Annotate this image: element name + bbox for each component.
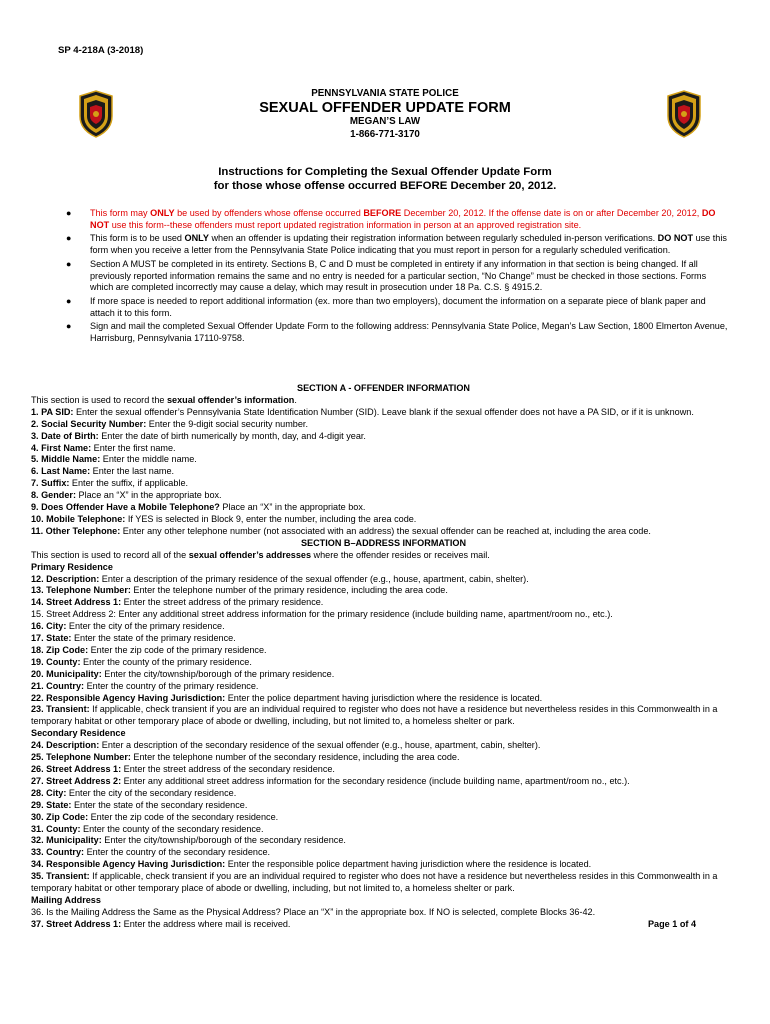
list-item <box>31 835 736 847</box>
item-text: Enter the city/township/borough of the primary residence. <box>101 668 335 679</box>
item-label: 5. Middle Name: <box>31 454 101 465</box>
list-item: ● If more space is needed to report additional information (ex. more than two employers), document the information on a separate piece of blank paper and attach it to this form. <box>66 295 706 318</box>
list-item <box>31 657 736 669</box>
item-label: 19. County: <box>31 656 81 667</box>
item-label: 11. Other Telephone: <box>31 525 121 536</box>
list-item <box>31 824 736 836</box>
instructions-title-line1: Instructions for Completing the Sexual Offender Update Form <box>218 166 552 178</box>
item-text: Enter the city of the secondary residence. <box>66 787 237 798</box>
list-item <box>31 669 736 681</box>
item-text: If applicable, check transient if you are an individual required to register who does not have a residence but nevertheless resides in this Commonwealth in a temporary habitat or other temporary place of abode or dwelling, including, but not limited to, a homeless shelter or park. <box>31 704 718 727</box>
item-label: 3. Date of Birth: <box>31 430 99 441</box>
item-text: Enter the first name. <box>91 442 176 453</box>
list-item <box>31 859 736 871</box>
item-label: 33. Country: <box>31 847 85 858</box>
law-name: MEGAN’S LAW <box>349 116 421 127</box>
item-text: Enter the county of the primary residence. <box>80 656 252 667</box>
item-text: If YES is selected in Block 9, enter the number, including the area code. <box>125 513 417 524</box>
item-label: 9. Does Offender Have a Mobile Telephone? <box>31 502 220 513</box>
item-label: 23. Transient: <box>31 704 90 715</box>
item-label: 20. Municipality: <box>31 668 102 679</box>
mailing-address-items <box>31 907 736 931</box>
list-item <box>31 681 736 693</box>
secondary-residence-items <box>31 740 736 895</box>
list-item <box>31 740 736 752</box>
list-item: ● Section A MUST be completed in its entirety. Sections B, C and D must be completed in entirety if any information in that section is being changed. If all previously reported information remains the same and no entry is needed for a particular section, “No Change” must be checked in those sections. Forms which are completed incorrectly may cause a delay, which may result in prosecution under 18 Pa. C.S. § 4915.2. <box>66 258 707 293</box>
list-item <box>31 502 736 514</box>
bullet-text: This form may <box>90 208 151 218</box>
item-text: Enter the police department having jurisdiction where the residence is located. <box>225 692 543 703</box>
list-item <box>31 752 736 764</box>
list-item <box>31 621 736 633</box>
item-label: 26. Street Address 1: <box>31 764 122 774</box>
page-number: Page 1 of 4 <box>647 918 696 929</box>
bullet-text: use this form--these offenders must report updated registration information in person at an approved registration site. <box>109 219 582 230</box>
item-label: 17. State: <box>31 633 72 644</box>
item-label: 16. City: <box>31 621 67 632</box>
list-item <box>31 526 736 538</box>
bullet-emphasis: DO NOT <box>657 233 694 244</box>
item-label: 24. Description: <box>31 740 100 751</box>
item-label: 14. Street Address 1: <box>31 597 122 608</box>
item-label: 29. State: <box>31 799 72 810</box>
list-item <box>31 454 736 466</box>
form-header <box>0 88 770 141</box>
item-text: Enter the telephone number of the primary residence, including the area code. <box>130 585 448 596</box>
list-item <box>31 585 736 597</box>
item-label: 32. Municipality: <box>31 835 102 846</box>
secondary-residence-heading: Secondary Residence <box>31 728 126 739</box>
section-b-intro <box>31 550 736 562</box>
list-item <box>31 764 736 776</box>
list-item <box>31 407 736 419</box>
intro-emphasis: sexual offender’s information <box>166 394 295 405</box>
bullet-text: Section A MUST be completed in its entirety. Sections B, C and D must be completed in entirety if any information in that section is being changed. If all previously reported information remains the same and no entry is needed for a particular section, “No Change” must be checked in those sections. Forms which are completed incorrectly may cause a delay, which may result in prosecution under 18 Pa. C.S. § 4915.2. <box>90 258 707 293</box>
item-text: Enter the city of the primary residence. <box>66 621 225 632</box>
item-text: Enter the responsible police department having jurisdiction where the residence is located. <box>225 859 592 870</box>
item-label: 34. Responsible Agency Having Jurisdiction: <box>31 859 226 870</box>
form-body <box>31 383 736 931</box>
bullet-emphasis: DO NOT <box>90 208 716 230</box>
list-item <box>31 633 736 645</box>
list-item <box>31 693 736 705</box>
bullet-emphasis: ONLY <box>150 208 175 218</box>
item-text: 36. Is the Mailing Address the Same as the Physical Address? Place an “X” in the appropriate box. If NO is selected, complete Blocks 36-42. <box>31 906 596 917</box>
list-item: ● This form is to be used ONLY when an offender is updating their registration information between regularly scheduled in-person verifications. DO NOT use this form when you receive a letter from the Pennsylvania State Police indicating that you must report in person for a regularly scheduled verification. <box>66 233 727 256</box>
item-text: 15. Street Address 2: Enter any additional street address information for the primary residence (include building name, apartment/room no., etc.). <box>31 609 613 620</box>
item-text: Enter the zip code of the secondary residence. <box>88 811 279 822</box>
list-item <box>31 431 736 443</box>
item-text: Enter the date of birth numerically by month, day, and 4-digit year. <box>98 430 366 441</box>
list-item <box>31 597 736 609</box>
item-text: Place an “X” in the appropriate box. <box>75 490 222 501</box>
intro-emphasis: sexual offender’s addresses <box>188 549 312 560</box>
item-text: Enter the street address of the primary residence. <box>121 597 324 608</box>
bullet-text: This form is to be used <box>90 233 185 244</box>
item-text: Enter a description of the primary residence of the sexual offender (e.g., house, apartment, cabin, shelter). <box>99 573 529 584</box>
item-label: 12. Description: <box>31 573 100 584</box>
bullet-text: use this form when you receive a letter from the Pennsylvania State Police indicating that you must report in person for a regularly scheduled verification. <box>90 233 727 256</box>
list-item <box>31 919 736 931</box>
item-text: Enter the middle name. <box>100 454 197 465</box>
bullet-emphasis: ONLY <box>184 233 209 244</box>
item-label: 28. City: <box>31 787 67 798</box>
item-label: 30. Zip Code: <box>31 811 89 822</box>
item-text: Enter the address where mail is received. <box>121 918 291 929</box>
mailing-address-heading: Mailing Address <box>31 894 101 905</box>
item-label: 6. Last Name: <box>31 466 91 477</box>
phone-number: 1-866-771-3170 <box>350 128 420 140</box>
item-text: Enter the country of the primary residence. <box>84 680 259 691</box>
item-label: 35. Transient: <box>31 871 90 882</box>
list-item <box>31 847 736 859</box>
list-item <box>31 788 736 800</box>
list-item <box>31 609 736 621</box>
list-item <box>31 812 736 824</box>
item-text: Enter a description of the secondary residence of the sexual offender (e.g., house, apartment, cabin, shelter). <box>99 740 541 751</box>
list-item <box>31 574 736 586</box>
item-label: 8. Gender: <box>31 490 76 501</box>
section-a-intro <box>31 395 736 407</box>
item-label: 7. Suffix: <box>31 478 70 489</box>
item-label: 10. Mobile Telephone: <box>31 513 126 524</box>
item-text: Enter any other telephone number (not associated with an address) the sexual offender can be reached at, including the area code. <box>120 525 651 536</box>
intro-text: This section is used to record all of the <box>31 549 189 560</box>
list-item <box>31 478 736 490</box>
item-text: Enter the zip code of the primary residence. <box>88 644 267 655</box>
primary-residence-items <box>31 574 736 729</box>
item-text: Enter the country of the secondary residence. <box>84 847 271 858</box>
list-item <box>31 466 736 478</box>
primary-residence-heading: Primary Residence <box>31 561 113 572</box>
item-text: Enter the state of the primary residence. <box>71 633 236 644</box>
item-text: Enter the state of the secondary residence. <box>71 799 248 810</box>
item-text: Enter the last name. <box>90 466 175 477</box>
list-item <box>31 704 736 728</box>
item-text: Enter the sexual offender’s Pennsylvania State Identification Number (SID). Leave blank if the sexual offender does not have a PA SID, or if it is unknown. <box>73 406 694 417</box>
list-item <box>31 514 736 526</box>
item-text: Enter the street address of the secondary residence. <box>121 764 335 774</box>
item-label: 18. Zip Code: <box>31 644 89 655</box>
form-title: SEXUAL OFFENDER UPDATE FORM <box>259 100 511 116</box>
item-label: 25. Telephone Number: <box>31 752 131 763</box>
section-a-heading: SECTION A - OFFENDER INFORMATION <box>297 383 470 393</box>
bullet-text: when an offender is updating their registration information between regularly scheduled in-person verifications. <box>208 233 658 244</box>
item-label: 37. Street Address 1: <box>31 918 122 929</box>
item-label: 2. Social Security Number: <box>31 418 147 429</box>
instructions-title-line2: for those whose offense occurred BEFORE December 20, 2012. <box>213 179 557 192</box>
section-b-heading: SECTION B–ADDRESS INFORMATION <box>300 537 467 548</box>
intro-text: . <box>294 394 297 405</box>
item-label: 4. First Name: <box>31 442 92 453</box>
bullet-text: December 20, 2012. If the offense date is on or after December 20, 2012, <box>401 208 702 218</box>
list-item <box>31 800 736 812</box>
item-label: 1. PA SID: <box>31 406 74 417</box>
list-item: ● Sign and mail the completed Sexual Offender Update Form to the following address: Pennsylvania State Police, Megan’s Law Section, 1800 Elmerton Avenue, Harrisburg, Pennsylvania 17110-9758. <box>66 321 728 344</box>
list-item <box>31 419 736 431</box>
item-text: Enter the telephone number of the secondary residence, including the area code. <box>130 752 460 763</box>
instructions-list <box>64 208 730 346</box>
item-text: Place an “X” in the appropriate box. <box>219 502 366 513</box>
intro-text: where the offender resides or receives mail. <box>311 549 490 560</box>
list-item <box>31 443 736 455</box>
item-text: Enter the city/township/borough of the secondary residence. <box>101 835 346 846</box>
item-text: Enter the 9-digit social security number. <box>146 418 308 429</box>
item-label: 22. Responsible Agency Having Jurisdiction: <box>31 692 226 703</box>
list-item <box>31 907 736 919</box>
item-label: 21. Country: <box>31 680 85 691</box>
instructions-title <box>0 166 770 193</box>
intro-text: This section is used to record the <box>31 394 167 405</box>
list-item <box>31 776 736 788</box>
form-id: SP 4-218A (3-2018) <box>58 45 144 56</box>
item-text: Enter the county of the secondary residence. <box>80 823 264 834</box>
bullet-text: be used by offenders whose offense occurred <box>174 208 364 218</box>
item-text: Enter any additional street address information for the secondary residence (include building name, apartment/room no., etc.). <box>121 775 630 786</box>
item-text: Enter the suffix, if applicable. <box>69 478 189 489</box>
item-label: 31. County: <box>31 823 81 834</box>
list-item <box>31 871 736 895</box>
list-item <box>31 645 736 657</box>
list-item: ● This form may ONLY be used by offenders whose offense occurred BEFORE December 20, 2012. If the offense date is on or after December 20, 2012, DO NOT use this form--these offenders must report updated registration information in person at an approved registration site. <box>66 208 716 230</box>
list-item <box>31 490 736 502</box>
item-label: 27. Street Address 2: <box>31 775 122 786</box>
bullet-emphasis: BEFORE <box>363 208 402 218</box>
bullet-text: Sign and mail the completed Sexual Offender Update Form to the following address: Pennsylvania State Police, Megan’s Law Section, 1800 Elmerton Avenue, Harrisburg, Pennsylvania 17110-9758. <box>90 321 728 344</box>
section-a-items <box>31 407 736 538</box>
item-label: 13. Telephone Number: <box>31 585 131 596</box>
item-text: If applicable, check transient if you are an individual required to register who does not have a residence but nevertheless resides in this Commonwealth in a temporary habitat or other temporary place of abode or dwelling, including, but not limited to, a homeless shelter or park. <box>31 871 718 894</box>
bullet-text: If more space is needed to report additional information (ex. more than two employers), document the information on a separate piece of blank paper and attach it to this form. <box>90 295 706 318</box>
agency-name: PENNSYLVANIA STATE POLICE <box>311 88 459 99</box>
